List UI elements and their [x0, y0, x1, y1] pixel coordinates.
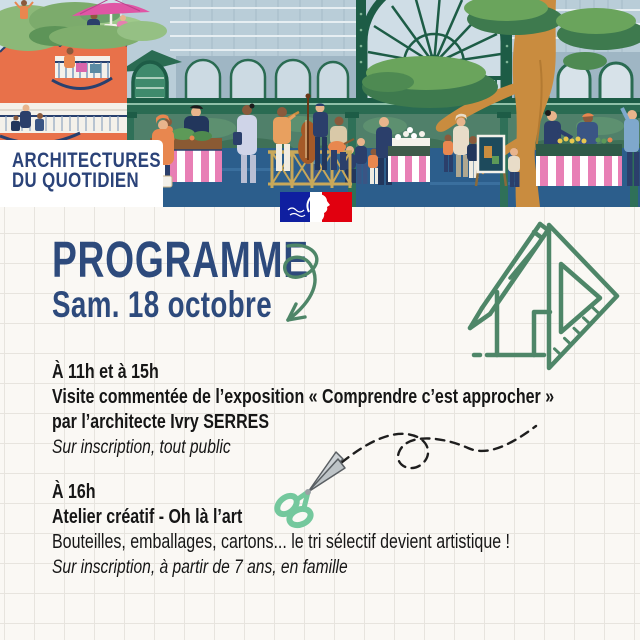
- event-2-title: Atelier créatif - Oh là l’art: [52, 506, 243, 528]
- french-government-logo: [280, 192, 352, 222]
- event-1-time: À 11h et à 15h: [52, 361, 159, 383]
- pencil-and-set-square-icon: [458, 216, 633, 378]
- event-1-speaker: par l’architecte Ivry SERRES: [52, 411, 269, 433]
- event-date: Sam. 18 octobre: [52, 284, 273, 325]
- event-block-2: [52, 480, 625, 580]
- event-2-note: Sur inscription, à partir de 7 ans, en famille: [52, 556, 348, 578]
- brand-line-1: ARCHITECTURES: [12, 149, 161, 172]
- page-title: PROGRAMME: [52, 231, 309, 288]
- event-1-note: Sur inscription, tout public: [52, 436, 231, 458]
- event-1-title: Visite commentée de l’exposition « Comprendre c’est approcher »: [52, 386, 555, 408]
- brand-logo: [12, 151, 161, 191]
- event-2-time: À 16h: [52, 481, 96, 503]
- swirl-arrow-doodle: [272, 242, 334, 330]
- brand-line-2: DU QUOTIDIEN: [12, 169, 140, 192]
- flag-blue-panel: [280, 192, 310, 222]
- brand-logo-box: [0, 140, 163, 207]
- event-2-description: Bouteilles, emballages, cartons... le tri sélectif devient artistique !: [52, 531, 510, 553]
- dashed-cut-line: [326, 410, 541, 480]
